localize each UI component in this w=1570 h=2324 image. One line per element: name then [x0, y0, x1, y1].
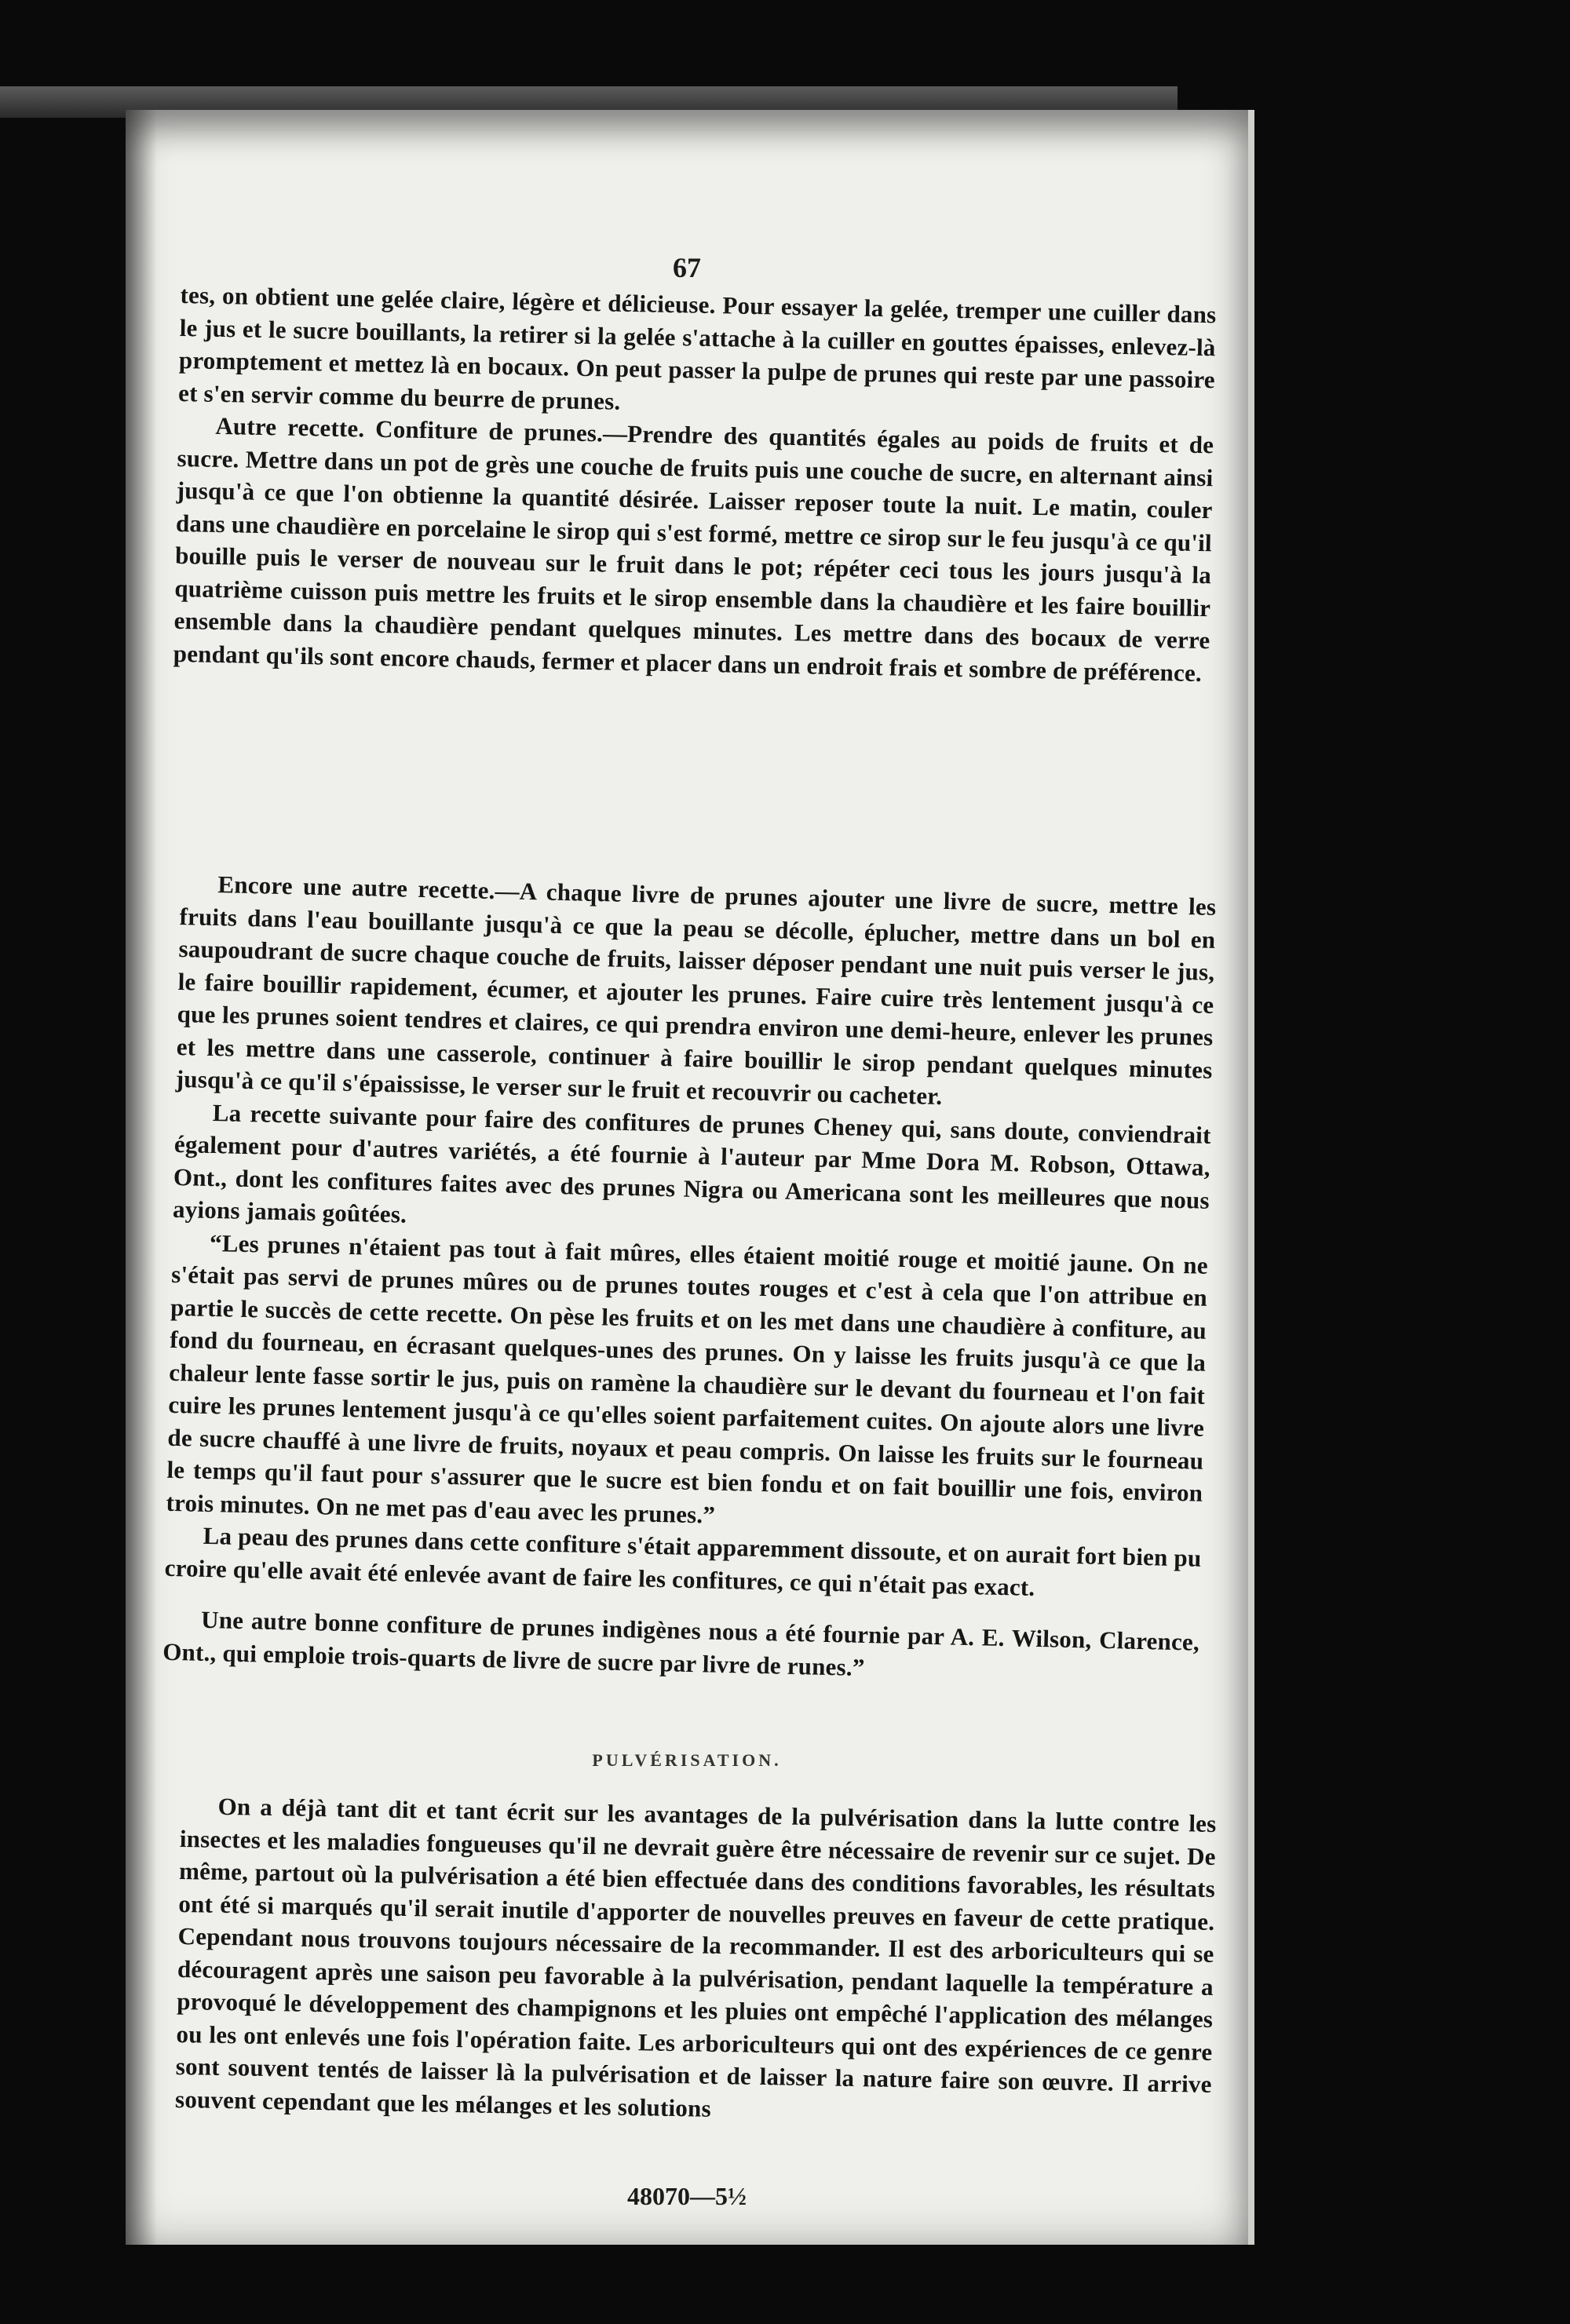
- paragraph: La recette suivante pour faire des confitures de prunes Cheney qui, sans doute, conviendrait également pour d'autres variétés, a été fournie à l'auteur par Mme Dora M. Robson, Ottawa, Ont., dont les confitures faites avec des prunes Nigra ou Americana sont les meilleures que nous ayions jamais goûtées.: [172, 1098, 1212, 1228]
- page-number: 67: [673, 252, 701, 283]
- paragraph: Encore une autre recette.—A chaque livre de prunes ajouter une livre de sucre, mettre les fruits dans l'eau bouillante jusqu'à ce que la peau se décolle, éplucher, mettre dans un bol en saupoudrant de sucre chaque couche de fruits, laisser déposer pendant une nuit puis verser le jus, le faire bouillir rapidement, écumer, et ajouter les prunes. Faire cuire très lentement jusqu'à ce que les prunes soient tendres et claires, ce qui prendra environ une demi-heure, enlever les prunes et les mettre dans une casserole, continuer à faire bouillir le sirop pendant quelques minutes jusqu'à ce qu'il s'épaississe, le verser sur le fruit et recouvrir ou cacheter.: [175, 870, 1217, 1111]
- paragraph: On a déjà tant dit et tant écrit sur les avantages de la pulvérisation dans la lutte contre les insectes et les maladies fongueuses qu'il ne devrait guère être nécessaire de revenir sur ce sujet. De même, partout où la pulvérisation a été bien effectuée dans des conditions favorables, les résultats ont été si marqués qu'il serait inutile d'apporter de nouvelles preuves en faveur de cette pratique. Cependant nous trouvons toujours nécessaire de la recommander. Il est des arboriculteurs qui se découragent après une saison peu favorable à la pulvérisation, pendant laquelle la température a provoqué le développement des champignons et les pluies ont empêché l'application des mélanges ou les ont enlevés une fois l'opération faite. Les arboriculteurs qui ont des expériences de ce genre sont souvent tentés de laisser là la pulvérisation et de laisser la nature faire son œuvre. Il arrive souvent cependant que les mélanges et les solutions: [174, 1792, 1217, 2122]
- paragraph: Autre recette. Confiture de prunes.—Prendre des quantités égales au poids de fruits et de sucre. Mettre dans un pot de grès une couche de fruits puis une couche de sucre, en alternant ainsi jusqu'à ce que l'on obtienne la quantité désirée. Laisser reposer toute la nuit. Le matin, couler dans une chaudière en porcelaine le sirop qui s'est formé, mettre ce sirop sur le feu jusqu'à ce qu'il bouille puis le verser de nouveau sur le fruit dans le pot; répéter ceci tous les jours jusqu'à la quatrième cuisson puis mettre les fruits et le sirop ensemble dans la chaudière et les faire bouillir ensemble dans la chaudière pendant quelques minutes. Les mettre dans des bocaux de verre pendant qu'ils sont encore chauds, fermer et placer dans un endroit frais et sombre de préférence.: [173, 411, 1214, 687]
- footer-signature-code: 48070—5½: [627, 2182, 747, 2210]
- document-page: [126, 110, 1254, 2245]
- paragraph: Une autre bonne confiture de prunes indigènes nous a été fournie par A. E. Wilson, Clarence, Ont., qui emploie trois-quarts de livre de sucre par livre de runes.”: [162, 1605, 1200, 1681]
- paragraph: tes, on obtient une gelée claire, légère et délicieuse. Pour essayer la gelée, tremper une cuiller dans le jus et le sucre bouillants, la retirer si la gelée s'attache à la cuiller en gouttes épaisses, enlevez-là promptement et mettez là en bocaux. On peut passer la pulpe de prunes qui reste par une passoire et s'en servir comme du beurre de prunes.: [177, 280, 1217, 415]
- paragraph: “Les prunes n'étaient pas tout à fait mûres, elles étaient moitié rouge et moitié jaune. On ne s'était pas servi de prunes mûres ou de prunes toutes rouges et c'est à cela que l'on attribue en partie le succès de cette recette. On pèse les fruits et on les met dans une chaudière à confiture, au fond du fourneau, en écrasant quelques-unes des prunes. On y laisse les fruits jusqu'à ce que la chaleur lente fasse sortir le jus, puis on ramène la chaudière sur le devant du fourneau et l'on fait cuire les prunes lentement jusqu'à ce qu'elles soient parfaitement cuites. On ajoute alors une livre de sucre chauffé à une livre de fruits, noyaux et peau compris. On laisse les fruits sur le fourneau le temps qu'il faut pour s'assurer que le sucre est bien fondu et on fait bouillir une fois, environ trois minutes. On ne met pas d'eau avec les prunes.”: [166, 1228, 1209, 1529]
- paragraph: La peau des prunes dans cette confiture s'était apparemment dissoute, et on aurait fort bien pu croire qu'elle avait été enlevée avant de faire les confitures, ce qui n'était pas exact.: [164, 1521, 1202, 1601]
- text-block-top: [173, 279, 1216, 689]
- text-block-middle: [162, 867, 1217, 1691]
- section-heading: PULVÉRISATION.: [592, 1750, 782, 1770]
- text-block-bottom: [175, 1790, 1217, 2133]
